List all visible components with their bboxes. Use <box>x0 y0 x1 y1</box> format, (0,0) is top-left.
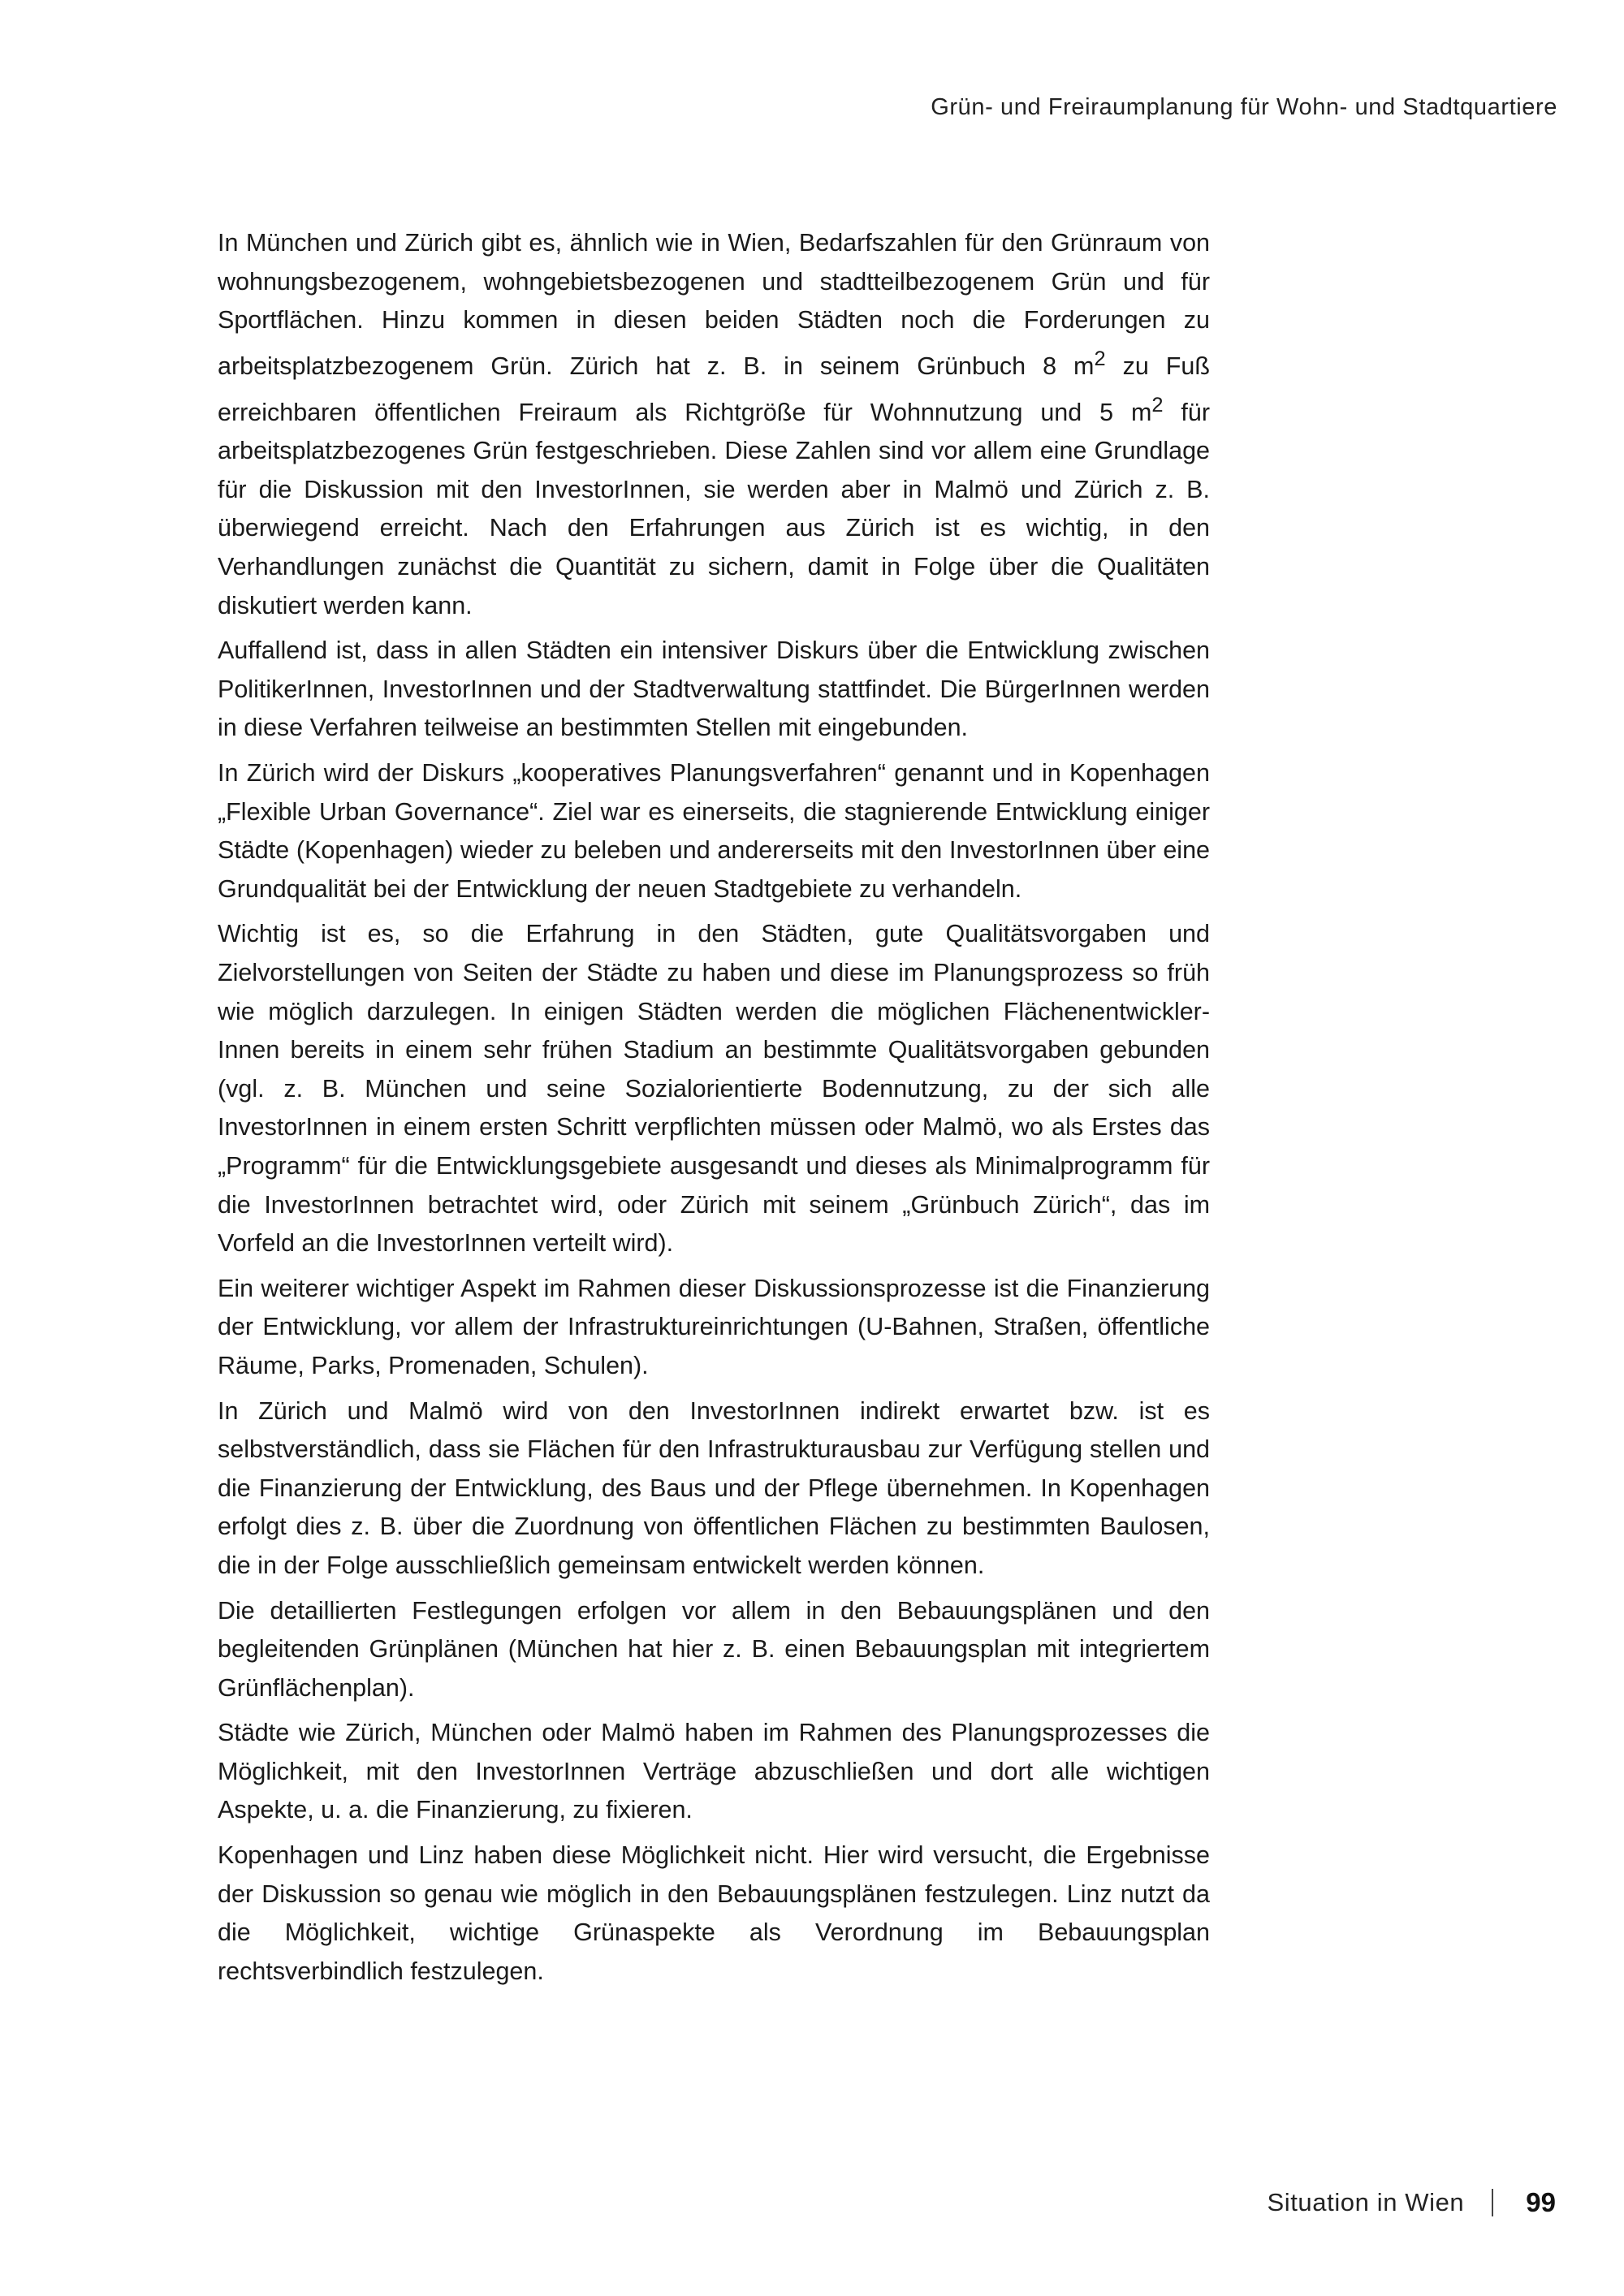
paragraph-2: Auffallend ist, dass in allen Städten ein intensiver Diskurs über die Entwicklung zwischen PolitikerInnen, InvestorInnen und der Stadtverwaltung stattfindet. Die BürgerInnen werden in diese Verfahren teilweise an bestimmten Stellen mit eingebunden. <box>218 637 1210 742</box>
paragraph-6: In Zürich und Malmö wird von den InvestorInnen indirekt erwartet bzw. ist es selbstverständlich, dass sie Flächen für den Infrastrukturausbau zur Verfügung stellen und die Finanzierung der Entwicklung, des Baus und der Pflege übernehmen. In Kopenhagen erfolgt dies z. B. über die Zuordnung von öffentlichen Flächen zu bestimmten Baulosen, die in der Folge ausschließlich gemeinsam entwickelt werden können. <box>218 1396 1210 1579</box>
superscript-squared: 2 <box>1094 347 1106 370</box>
paragraph-5: Ein weiterer wichtiger Aspekt im Rahmen dieser Diskussionsprozesse ist die Finanzierung der Entwicklung, vor allem der Infrastruktureinrichtungen (U-Bahnen, Straßen, öffentliche Räume, Parks, Promenaden, Schulen). <box>218 1274 1210 1379</box>
footer-section-title: Situation in Wien <box>1267 2188 1465 2216</box>
running-header: Grün- und Freiraumplanung für Wohn- und Stadtquartiere <box>931 94 1557 120</box>
paragraph-1-part-b: zu Fuß erreichbaren öffentlichen Freiraum als Richtgröße für Wohnnutzung und 5 m <box>218 352 1210 426</box>
superscript-squared: 2 <box>1151 393 1164 416</box>
paragraph-7: Die detaillierten Festlegungen erfolgen vor allem in den Bebauungsplänen und den begleitenden Grünplänen (München hat hier z. B. einen Bebauungsplan mit integriertem Grünflächenplan). <box>218 1596 1210 1702</box>
page-footer <box>1267 2187 1556 2218</box>
paragraph-8: Städte wie Zürich, München oder Malmö haben im Rahmen des Planungsprozesses die Möglichkeit, mit den InvestorInnen Verträge abzuschließen und dort alle wichtigen Aspekte, u. a. die Finanzierung, zu fixieren. <box>218 1719 1210 1824</box>
paragraph-1 <box>218 224 1210 625</box>
page-number: 99 <box>1526 2187 1556 2217</box>
paragraph-1-part-a: In München und Zürich gibt es, ähnlich wie in Wien, Bedarfszahlen für den Grünraum von wohnungsbezogenem, wohngebietsbezogenen und stadtteilbezogenem Grün und für Sportflächen. Hinzu kommen in diesen beiden Städten noch die Forderungen zu arbeitsplatzbezogenem Grün. Zürich hat z. B. in seinem Grünbuch 8 m <box>218 229 1210 380</box>
paragraph-4: Wichtig ist es, so die Erfahrung in den Städten, gute Qualitätsvorgaben und Zielvorstellungen von Seiten der Städte zu haben und diese im Planungsprozess so früh wie möglich darzulegen. In einigen Städten werden die möglichen Flächenentwickler-Innen bereits in einem sehr frühen Stadium an bestimmte Qualitätsvorgaben gebunden (vgl. z. B. München und seine Sozialorientierte Bodennutzung, zu der sich alle InvestorInnen in einem ersten Schritt verpflichten müssen oder Malmö, wo als Erstes das „Programm“ für die Entwicklungsgebiete ausgesandt und dieses als Minimalprogramm für die InvestorInnen betrachtet wird, oder Zürich mit seinem „Grünbuch Zürich“, das im Vorfeld an die InvestorInnen verteilt wird). <box>218 920 1210 1258</box>
footer-divider <box>1492 2189 1493 2216</box>
paragraph-3: In Zürich wird der Diskurs „kooperatives Planungsverfahren“ genannt und in Kopenhagen „Flexible Urban Governance“. Ziel war es einerseits, die stagnierende Entwicklung einiger Städte (Kopenhagen) wieder zu beleben und andererseits mit den InvestorInnen über eine Grundqualität bei der Entwicklung der neuen Stadtgebiete zu verhandeln. <box>218 759 1210 903</box>
paragraph-9: Kopenhagen und Linz haben diese Möglichkeit nicht. Hier wird versucht, die Ergebnisse der Diskussion so genau wie möglich in den Bebauungsplänen festzulegen. Linz nutzt da die Möglichkeit, wichtige Grünaspekte als Verordnung im Bebauungsplan rechtsverbindlich festzulegen. <box>218 1841 1210 1985</box>
body-text <box>218 224 1210 1997</box>
paragraph-1-part-c: für arbeitsplatzbezogenes Grün festgeschrieben. Diese Zahlen sind vor allem eine Grundlage für die Diskussion mit den InvestorInnen, sie werden aber in Malmö und Zürich z. B. überwiegend erreicht. Nach den Erfahrungen aus Zürich ist es wichtig, in den Verhandlungen zunächst die Quantität zu sichern, damit in Folge über die Qualitäten diskutiert werden kann. <box>218 398 1210 619</box>
